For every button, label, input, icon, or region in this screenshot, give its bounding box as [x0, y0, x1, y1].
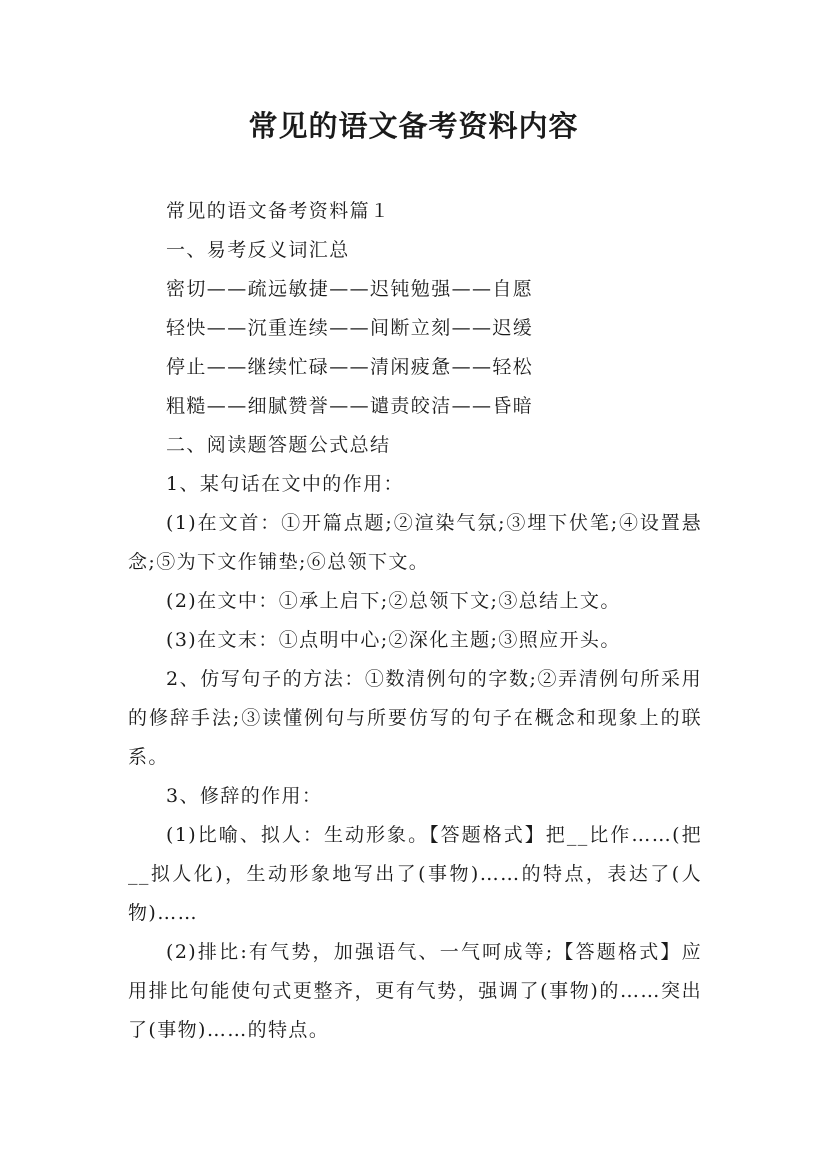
paragraph: (1)在文首：①开篇点题;②渲染气氛;③埋下伏笔;④设置悬念;⑤为下文作铺垫;⑥总领下文。: [128, 512, 702, 573]
paragraph: (1)比喻、拟人：生动形象。【答题格式】把__比作……(把__拟人化)，生动形象地写出了(事物)……的特点，表达了(人物)……: [128, 824, 702, 924]
paragraph: 常见的语文备考资料篇１: [166, 200, 391, 222]
paragraph: (3)在文末：①点明中心;②深化主题;③照应开头。: [166, 629, 621, 651]
document-body: [128, 192, 702, 1050]
document-title: 常见的语文备考资料内容: [248, 109, 579, 143]
paragraph: (2)在文中：①承上启下;②总领下文;③总结上文。: [166, 590, 621, 612]
paragraph: 停止——继续忙碌——清闲疲惫——轻松: [166, 356, 534, 378]
paragraph: 轻快——沉重连续——间断立刻——迟缓: [166, 317, 534, 339]
section-heading: 二、阅读题答题公式总结: [166, 434, 391, 456]
paragraph: 3、修辞的作用：: [166, 785, 323, 807]
paragraph: 2、仿写句子的方法：①数清例句的字数;②弄清例句所采用的修辞手法;③读懂例句与所要仿写的句子在概念和现象上的联系。: [128, 668, 702, 768]
paragraph: 粗糙——细腻赞誉——谴责皎洁——昏暗: [166, 395, 534, 417]
paragraph: 1、某句话在文中的作用：: [166, 473, 404, 495]
paragraph: 密切——疏远敏捷——迟钝勉强——自愿: [166, 278, 534, 300]
paragraph: (2)排比:有气势，加强语气、一气呵成等;【答题格式】应用排比句能使句式更整齐，更有气势，强调了(事物)的……突出了(事物)……的特点。: [128, 941, 702, 1041]
section-heading: 一、易考反义词汇总: [166, 239, 350, 261]
